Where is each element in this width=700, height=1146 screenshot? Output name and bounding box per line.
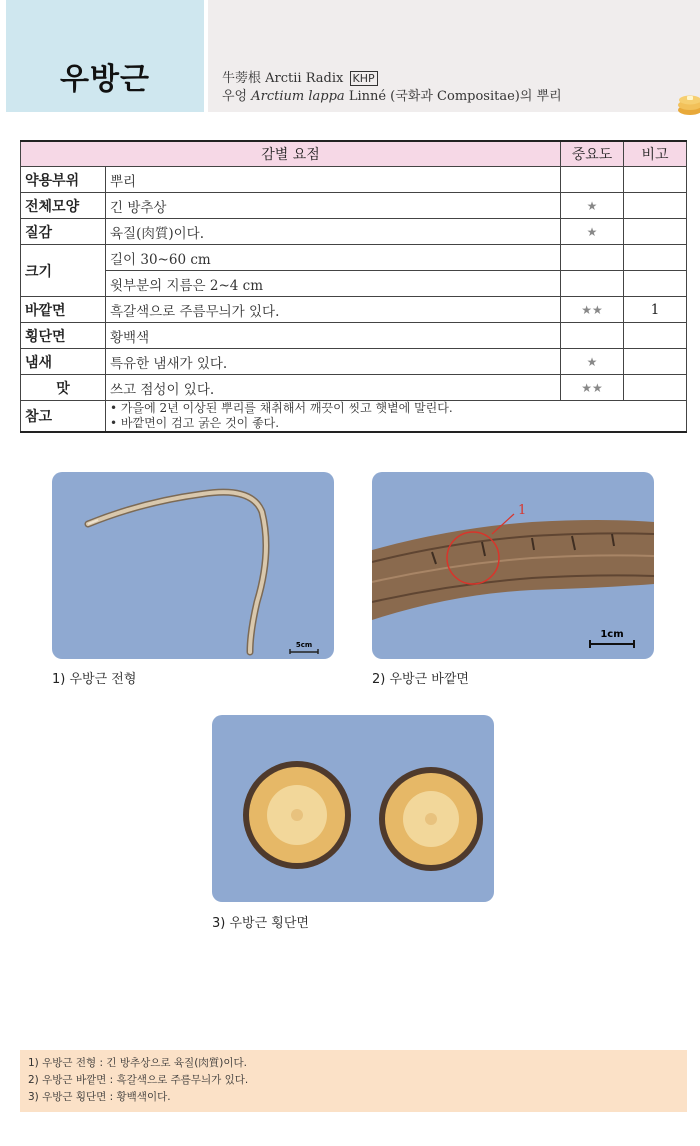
photo-whole-root (52, 472, 334, 659)
table-header-row (21, 141, 687, 167)
table-row (21, 323, 687, 349)
row-label: 바깥면 (21, 297, 106, 323)
row-content: 쓰고 점성이 있다. (106, 375, 561, 401)
summary-line-3: 3) 우방근 횡단면 : 황백색이다. (28, 1091, 171, 1103)
species-name: Arctium lappa (251, 89, 345, 104)
row-note (624, 245, 687, 271)
row-importance: ★ (561, 349, 624, 375)
row-label: 크기 (21, 245, 106, 297)
photo-cross-section (212, 715, 494, 902)
header-line-1 (222, 70, 562, 88)
summary-box (20, 1050, 687, 1112)
reference-line-2: • 바깥면이 검고 굵은 것이 좋다. (110, 416, 280, 430)
row-content: 흑갈색으로 주름무늬가 있다. (106, 297, 561, 323)
row-note (624, 167, 687, 193)
hanja-name: 牛蒡根 (222, 71, 262, 86)
row-importance: ★ (561, 219, 624, 245)
row-content: 뿌리 (106, 167, 561, 193)
row-label: 맛 (21, 375, 106, 401)
surface-illustration (372, 472, 654, 659)
row-note (624, 271, 687, 297)
row-importance: ★★ (561, 375, 624, 401)
caption-fig3: 3) 우방근 횡단면 (212, 916, 309, 931)
row-importance (561, 245, 624, 271)
summary-line-1: 1) 우방근 전형 : 긴 방추상으로 육질(肉質)이다. (28, 1057, 248, 1069)
row-content: 황백색 (106, 323, 561, 349)
table-row (21, 219, 687, 245)
row-note (624, 219, 687, 245)
row-importance (561, 167, 624, 193)
cross-section-illustration (212, 715, 494, 902)
row-content: 윗부분의 지름은 2~4 cm (106, 271, 561, 297)
row-importance (561, 271, 624, 297)
row-label: 약용부위 (21, 167, 106, 193)
row-label: 질감 (21, 219, 106, 245)
table-row (21, 375, 687, 401)
row-content: 특유한 냄새가 있다. (106, 349, 561, 375)
pancake-icon (676, 94, 700, 116)
table-row (21, 245, 687, 271)
header-key-points: 감별 요점 (21, 141, 561, 167)
root-illustration (52, 472, 334, 659)
header-note: 비고 (624, 141, 687, 167)
row-note (624, 349, 687, 375)
table-row (21, 193, 687, 219)
table-row (21, 167, 687, 193)
page-title: 우방근 (60, 62, 150, 97)
identification-table (20, 140, 687, 433)
table-row (21, 271, 687, 297)
row-note: 1 (624, 297, 687, 323)
caption-fig1: 1) 우방근 전형 (52, 672, 137, 687)
row-content: 긴 방추상 (106, 193, 561, 219)
khp-badge: KHP (350, 71, 378, 86)
caption-fig2: 2) 우방근 바깥면 (372, 672, 469, 687)
marker-label-1: 1 (518, 503, 527, 518)
row-label: 냄새 (21, 349, 106, 375)
row-importance: ★★ (561, 297, 624, 323)
row-content: 길이 30~60 cm (106, 245, 561, 271)
title-box (6, 0, 204, 112)
table-row (21, 297, 687, 323)
scale-label-1cm: 1cm (600, 629, 624, 640)
row-importance (561, 323, 624, 349)
family-text: Linné (국화과 Compositae)의 뿌리 (348, 89, 562, 104)
scale-label-5cm: 5cm (295, 641, 313, 649)
header-line-2 (222, 88, 562, 106)
summary-line-2: 2) 우방근 바깥면 : 흑갈색으로 주름무늬가 있다. (28, 1074, 249, 1086)
reference-content (106, 401, 687, 433)
row-note (624, 323, 687, 349)
row-label: 전체모양 (21, 193, 106, 219)
row-content: 육질(肉質)이다. (106, 219, 561, 245)
row-importance: ★ (561, 193, 624, 219)
row-note (624, 375, 687, 401)
table-row (21, 401, 687, 433)
header-importance: 중요도 (561, 141, 624, 167)
row-label: 참고 (21, 401, 106, 433)
header-subtitle (222, 70, 562, 106)
row-label: 횡단면 (21, 323, 106, 349)
latin-name: Arctii Radix (265, 71, 344, 86)
table-row (21, 349, 687, 375)
reference-line-1: • 가을에 2년 이상된 뿌리를 채취해서 깨끗이 씻고 햇볕에 말린다. (110, 401, 453, 415)
korean-plant-name: 우엉 (222, 89, 248, 104)
row-note (624, 193, 687, 219)
photo-outer-surface (372, 472, 654, 659)
